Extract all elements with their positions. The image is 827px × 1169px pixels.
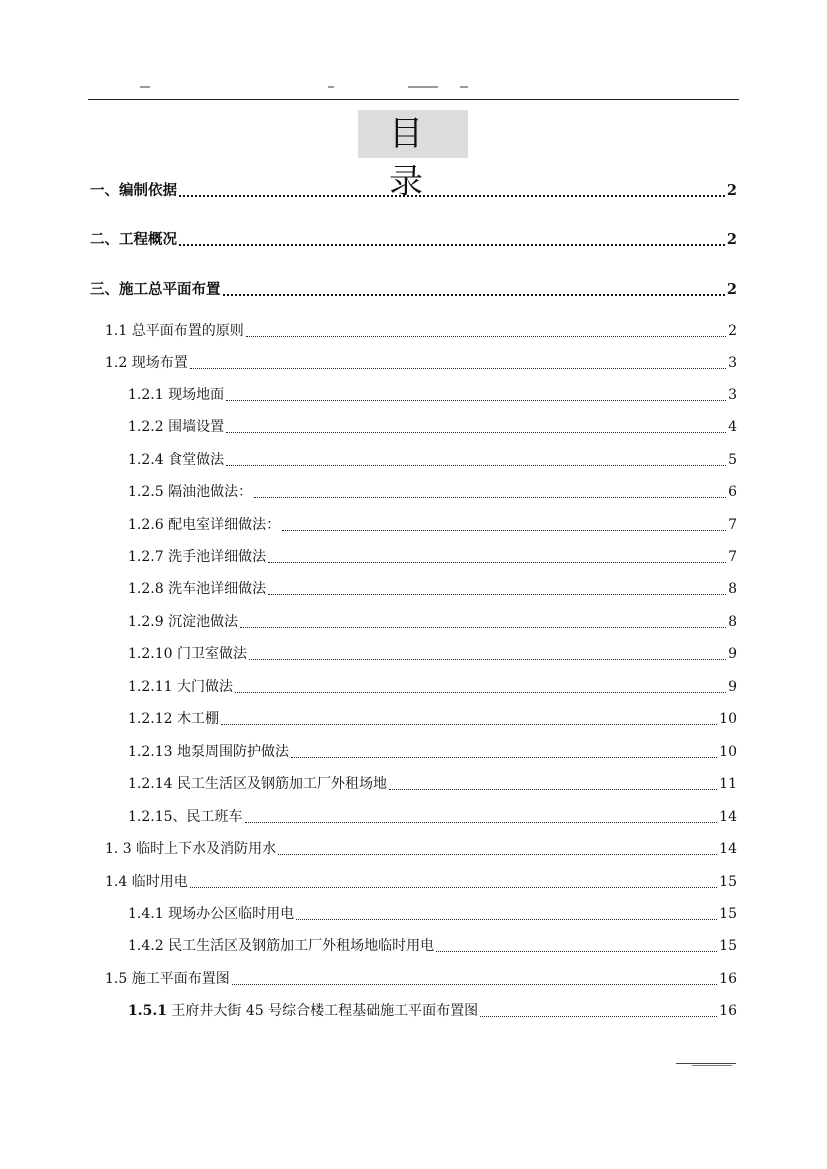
toc-dot-leader <box>190 887 717 888</box>
toc-entry-label: 1.5 施工平面布置图 <box>105 971 230 987</box>
toc-page-number: 6 <box>728 484 737 500</box>
toc-entry-label: 1.4 临时用电 <box>105 874 188 890</box>
header-marks <box>88 80 739 96</box>
toc-page-number: 10 <box>719 711 737 727</box>
toc-dot-leader <box>282 530 726 531</box>
toc-page-number: 3 <box>728 387 737 403</box>
toc-entry-1-4-2[interactable] <box>128 935 737 957</box>
toc-entry-1-2-7[interactable] <box>128 546 737 568</box>
toc-page-number: 8 <box>728 614 737 630</box>
toc-entry-label: 1.2.2 围墙设置 <box>128 419 225 435</box>
toc-dot-leader <box>389 789 717 790</box>
toc-page-number: 8 <box>728 581 737 597</box>
toc-entry-label: 1.2.6 配电室详细做法： <box>128 517 281 533</box>
toc-entry-1-1[interactable] <box>105 320 737 342</box>
toc-dot-leader <box>268 562 726 563</box>
toc-entry-label: 1.2.5 隔油池做法： <box>128 484 253 500</box>
toc-dot-leader <box>226 432 726 433</box>
toc-page-number: 2 <box>726 281 737 298</box>
toc-dot-leader <box>249 659 726 660</box>
toc-entry-label: 1.2.1 现场地面 <box>128 387 225 403</box>
toc-dot-leader <box>179 244 725 246</box>
toc-entry-1-2-5[interactable] <box>128 481 737 503</box>
toc-page-number: 11 <box>719 776 737 792</box>
toc-dot-leader <box>246 336 726 337</box>
toc-entry-label: 一、编制依据 <box>90 182 177 199</box>
toc-page-number: 15 <box>719 874 737 890</box>
toc-page-number: 9 <box>728 646 737 662</box>
toc-entry-section-3[interactable] <box>90 279 737 301</box>
toc-dot-leader <box>223 294 725 296</box>
toc-dot-leader <box>254 497 726 498</box>
toc-dot-leader <box>245 822 718 823</box>
toc-entry-1-2-14[interactable] <box>128 773 737 795</box>
toc-entry-label: 1.4.1 现场办公区临时用电 <box>128 906 295 922</box>
toc-entry-section-2[interactable] <box>90 229 737 251</box>
toc-page-number: 4 <box>728 419 737 435</box>
toc-entry-1-2-8[interactable] <box>128 578 737 600</box>
toc-page-number: 16 <box>719 971 737 987</box>
toc-entry-text: 王府井大街 45 号综合楼工程基础施工平面布置图 <box>166 1003 479 1019</box>
toc-page-number: 7 <box>728 549 737 565</box>
toc-entry-1-4[interactable] <box>105 871 737 893</box>
toc-page-number: 3 <box>728 355 737 371</box>
toc-dot-leader <box>235 692 726 693</box>
toc-entry-label: 1.2.11 大门做法 <box>128 679 233 695</box>
toc-entry-label: 1.1 总平面布置的原则 <box>105 323 244 339</box>
toc-entry-label: 1.2.7 洗手池详细做法 <box>128 549 267 565</box>
toc-page-number: 15 <box>719 938 737 954</box>
header-rule <box>88 99 739 100</box>
toc-entry-1-5-1[interactable] <box>128 1000 737 1022</box>
toc-entry-1-2-10[interactable] <box>128 643 737 665</box>
toc-entry-1-2-1[interactable] <box>128 384 737 406</box>
toc-entry-label <box>128 1000 478 1022</box>
toc-entry-label: 1.2.9 沉淀池做法 <box>128 614 239 630</box>
footer-line-secondary <box>692 1065 732 1066</box>
toc-entry-label: 1.2.8 洗车池详细做法 <box>128 581 267 597</box>
footer-line <box>676 1063 736 1064</box>
toc-entry-label: 1.2.10 门卫室做法 <box>128 646 247 662</box>
toc-entry-1-2[interactable] <box>105 352 737 374</box>
toc-entry-1-4-1[interactable] <box>128 903 737 925</box>
toc-dot-leader <box>226 400 726 401</box>
toc-page-number: 5 <box>728 452 737 468</box>
toc-entry-label: 1. 3 临时上下水及消防用水 <box>105 841 277 857</box>
toc-entry-1-2-2[interactable] <box>128 416 737 438</box>
toc-entry-label: 1.2.14 民工生活区及钢筋加工厂外租场地 <box>128 776 387 792</box>
toc-page-number: 9 <box>728 679 737 695</box>
toc-dot-leader <box>221 724 717 725</box>
toc-page-number: 7 <box>728 517 737 533</box>
toc-entry-1-2-13[interactable] <box>128 741 737 763</box>
toc-entry-1-2-4[interactable] <box>128 449 737 471</box>
toc-page-number: 15 <box>719 906 737 922</box>
toc-page-number: 14 <box>719 809 737 825</box>
toc-entry-1-2-11[interactable] <box>128 676 737 698</box>
toc-entry-1-2-12[interactable] <box>128 708 737 730</box>
toc-entry-label: 二、工程概况 <box>90 231 177 248</box>
toc-entry-label: 1.2.13 地泵周围防护做法 <box>128 744 289 760</box>
toc-dot-leader <box>232 984 717 985</box>
toc-page-number: 2 <box>726 182 737 199</box>
page-title: 目 录 <box>358 110 468 158</box>
toc-page-number: 2 <box>728 323 737 339</box>
toc-entry-label: 1.2.4 食堂做法 <box>128 452 225 468</box>
toc-dot-leader <box>240 627 726 628</box>
toc-dot-leader <box>278 854 717 855</box>
toc-entry-number: 1.5.1 <box>128 1003 167 1019</box>
toc-entry-label: 1.4.2 民工生活区及钢筋加工厂外租场地临时用电 <box>128 938 435 954</box>
toc-entry-label: 1.2.12 木工棚 <box>128 711 219 727</box>
toc-entry-label: 1.2 现场布置 <box>105 355 188 371</box>
toc-entry-label: 三、施工总平面布置 <box>90 281 221 298</box>
toc-dot-leader <box>268 594 726 595</box>
toc-entry-1-5[interactable] <box>105 968 737 990</box>
toc-entry-1-2-6[interactable] <box>128 514 737 536</box>
toc-dot-leader <box>190 368 726 369</box>
toc-page-number: 2 <box>726 231 737 248</box>
toc-entry-1-2-15[interactable] <box>128 806 737 828</box>
toc-dot-leader <box>296 919 717 920</box>
toc-entry-label: 1.2.15、民工班车 <box>128 809 243 825</box>
toc-entry-1-3[interactable] <box>105 838 737 860</box>
toc-dot-leader <box>480 1016 717 1017</box>
toc-entry-1-2-9[interactable] <box>128 611 737 633</box>
toc-page-number: 14 <box>719 841 737 857</box>
toc-page-number: 16 <box>719 1003 737 1019</box>
toc-dot-leader <box>226 465 726 466</box>
toc-dot-leader <box>179 195 725 197</box>
toc-dot-leader <box>291 757 717 758</box>
toc-page-number: 10 <box>719 744 737 760</box>
toc-dot-leader <box>436 951 717 952</box>
toc-entry-section-1[interactable] <box>90 180 737 202</box>
